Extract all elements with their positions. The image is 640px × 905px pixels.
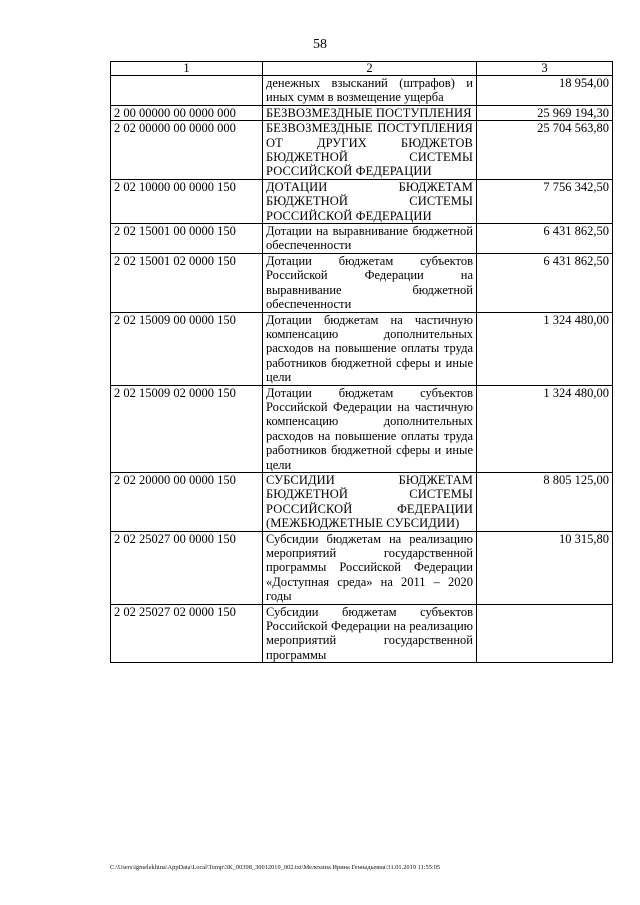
row-amount: 1 324 480,00 — [477, 385, 613, 472]
row-amount: 7 756 342,50 — [477, 179, 613, 223]
row-amount: 18 954,00 — [477, 76, 613, 106]
table-row — [111, 312, 613, 385]
row-code: 2 02 10000 00 0000 150 — [111, 179, 263, 223]
row-name: СУБСИДИИ БЮДЖЕТАМ БЮДЖЕТНОЙ СИСТЕМЫ РОССИЙСКОЙ ФЕДЕРАЦИИ (МЕЖБЮДЖЕТНЫЕ СУБСИДИИ) — [263, 472, 477, 531]
table-row — [111, 179, 613, 223]
row-name: Субсидии бюджетам субъектов Российской Федерации на реализацию мероприятий государственной программы — [263, 604, 477, 663]
row-name: Субсидии бюджетам на реализацию мероприятий государственной программы Российской Федерации «Доступная среда» на 2011 – 2020 годы — [263, 531, 477, 604]
file-path-footer: C:\Users\igmelekhina\AppData\Local\Temp\3K_00398_30012019_002.txt\Мелехина Ирина Геннадьевна\31.01.2019 11:55:05 — [110, 864, 441, 871]
row-amount: 10 315,80 — [477, 531, 613, 604]
column-header-2: 2 — [263, 62, 477, 76]
row-code: 2 02 15009 02 0000 150 — [111, 385, 263, 472]
row-amount: 25 704 563,80 — [477, 121, 613, 180]
row-name: денежных взысканий (штрафов) и иных сумм в возмещение ущерба — [263, 76, 477, 106]
row-amount: 6 431 862,50 — [477, 224, 613, 254]
row-name: Дотации бюджетам субъектов Российской Федерации на выравнивание бюджетной обеспеченности — [263, 253, 477, 312]
row-amount: 8 805 125,00 — [477, 472, 613, 531]
table-row — [111, 472, 613, 531]
row-code: 2 02 15001 00 0000 150 — [111, 224, 263, 254]
table-row — [111, 385, 613, 472]
row-code: 2 02 15009 00 0000 150 — [111, 312, 263, 385]
row-code: 2 02 15001 02 0000 150 — [111, 253, 263, 312]
table-row — [111, 253, 613, 312]
table-row — [111, 76, 613, 106]
row-code: 2 00 00000 00 0000 000 — [111, 105, 263, 120]
row-amount: 1 324 480,00 — [477, 312, 613, 385]
row-name: БЕЗВОЗМЕЗДНЫЕ ПОСТУПЛЕНИЯ ОТ ДРУГИХ БЮДЖЕТОВ БЮДЖЕТНОЙ СИСТЕМЫ РОССИЙСКОЙ ФЕДЕРАЦИИ — [263, 121, 477, 180]
budget-table — [110, 61, 613, 663]
row-code: 2 02 25027 02 0000 150 — [111, 604, 263, 663]
column-header-3: 3 — [477, 62, 613, 76]
table-row — [111, 121, 613, 180]
row-name: Дотации бюджетам субъектов Российской Федерации на частичную компенсацию дополнительных расходов на повышение оплаты труда работников бюджетной сферы и иные цели — [263, 385, 477, 472]
row-amount: 25 969 194,30 — [477, 105, 613, 120]
row-code: 2 02 00000 00 0000 000 — [111, 121, 263, 180]
row-code: 2 02 25027 00 0000 150 — [111, 531, 263, 604]
table-row — [111, 604, 613, 663]
column-header-1: 1 — [111, 62, 263, 76]
row-name: ДОТАЦИИ БЮДЖЕТАМ БЮДЖЕТНОЙ СИСТЕМЫ РОССИЙСКОЙ ФЕДЕРАЦИИ — [263, 179, 477, 223]
row-code: 2 02 20000 00 0000 150 — [111, 472, 263, 531]
row-amount: 6 431 862,50 — [477, 253, 613, 312]
table-row — [111, 224, 613, 254]
row-amount — [477, 604, 613, 663]
row-name: Дотации на выравнивание бюджетной обеспеченности — [263, 224, 477, 254]
table-header-row — [111, 62, 613, 76]
row-name: БЕЗВОЗМЕЗДНЫЕ ПОСТУПЛЕНИЯ — [263, 105, 477, 120]
page-number: 58 — [313, 37, 327, 52]
row-code — [111, 76, 263, 106]
table-row — [111, 531, 613, 604]
table-row — [111, 105, 613, 120]
row-name: Дотации бюджетам на частичную компенсацию дополнительных расходов на повышение оплаты труда работников бюджетной сферы и иные цели — [263, 312, 477, 385]
